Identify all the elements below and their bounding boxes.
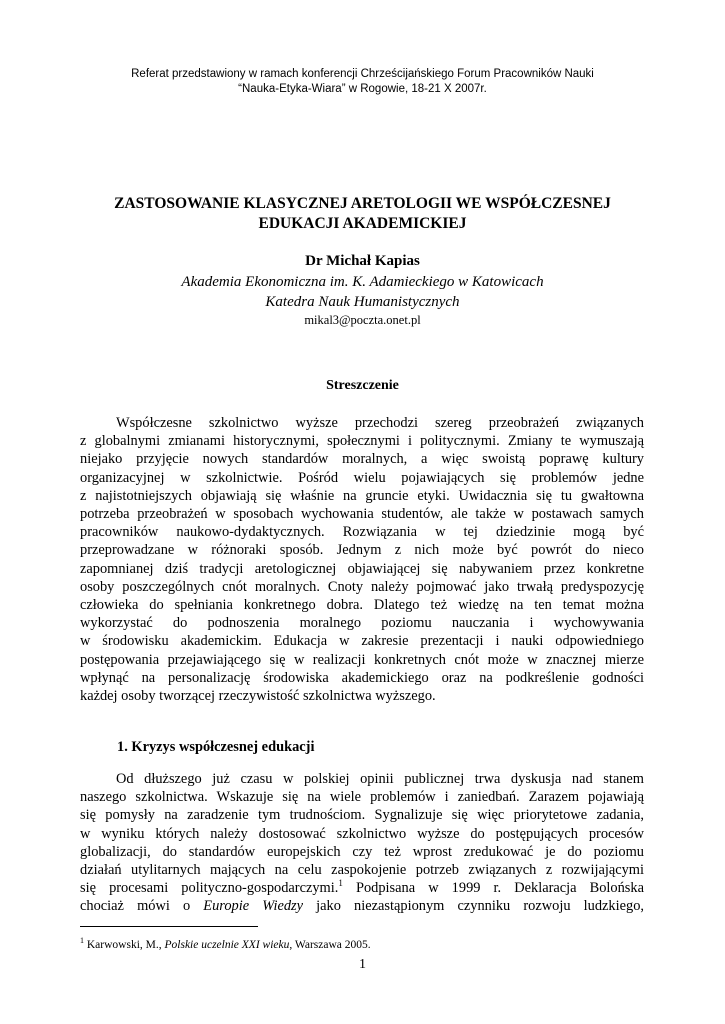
page-number: 1	[359, 957, 366, 972]
abstract-line: potrzeba przeobrażeń w sposobach wychowania studentów, ale także w postawach samych	[80, 506, 644, 523]
abstract-line: postępowania przejawiającego się w realizacji konkretnych cnót może w znacznej mierze	[80, 651, 644, 668]
footnote-divider	[80, 926, 258, 927]
abstract-line: osoby poszczególnych cnót moralnych. Cnoty należy pojmować jako trwałą predyspozycję	[80, 578, 644, 595]
conference-note-line-2: “Nauka-Etyka-Wiara” w Rogowie, 18-21 X 2007r.	[238, 83, 487, 95]
footnote-1	[80, 934, 371, 952]
abstract-line: niejako przyjęcie nowych standardów moralnych, a więc swoistą poprawę kultury	[80, 451, 644, 468]
body-line: działań utylitarnych mających na celu zaspokojenie potrzeb związanych z rozwijającymi	[80, 862, 644, 879]
abstract-line: każdej osoby tworzącej rzeczywistość szkolnictwa wyższego.	[80, 688, 436, 705]
body-line-with-footnote	[80, 879, 644, 897]
conference-note	[80, 67, 645, 97]
body-line: naszego szkolnictwa. Wskazuje się na wiele problemów i zaniedbań. Zarazem pojawiają	[80, 789, 644, 806]
body-text: jako niezastąpionym czynniku rozwoju ludzkiego,	[303, 898, 644, 915]
author-name: Dr Michał Kapias	[305, 253, 420, 269]
abstract-body	[80, 414, 644, 705]
abstract-line: człowieka do spełniania konkretnego dobra. Dlatego też wiedzę na ten temat można	[80, 597, 644, 614]
emphasized-term: Europie Wiedzy	[203, 898, 304, 915]
section-heading-1: 1. Kryzys współczesnej edukacji	[117, 739, 315, 755]
author-affiliation-department: Katedra Nauk Humanistycznych	[265, 294, 460, 310]
body-line-with-emphasis	[80, 897, 644, 915]
paper-title	[70, 194, 655, 234]
footnote-title: Polskie uczelnie XXI wieku	[164, 938, 290, 951]
footnote-reference[interactable]: 1	[338, 878, 343, 889]
abstract-line: przeprowadzane w różnoraki sposób. Jednym z nich może być powrót do nieco	[80, 542, 644, 559]
author-affiliation-university: Akademia Ekonomiczna im. K. Adamieckiego w Katowicach	[181, 274, 544, 290]
abstract-line: wpłynąć na personalizację środowiska akademickiego oraz na podkreślenie godności	[80, 669, 644, 686]
abstract-line: z globalnymi zmianami historycznymi, społecznymi i politycznymi. Zmiany te wymuszają	[80, 433, 644, 450]
footnote-author: Karwowski, M.,	[84, 938, 165, 951]
body-line: się pomysły na zaradzenie tym trudnościom. Sygnalizuje się więc priorytetowe zadania,	[80, 807, 644, 824]
body-text: chociaż mówi o	[80, 898, 204, 915]
author-email: mikal3@poczta.onet.pl	[304, 313, 421, 327]
abstract-line: z najistotniejszych objawiają się właśnie na gruncie etyki. Uwidacznia się tu gwałtowna	[80, 487, 644, 504]
paper-title-line-2: EDUKACJI AKADEMICKIEJ	[258, 215, 467, 232]
abstract-heading: Streszczenie	[326, 378, 399, 393]
abstract-line: zapomnianej dziś tradycji aretologicznej objawiającej się nabywaniem przez konkretne	[80, 560, 644, 577]
section-1-body	[80, 770, 644, 916]
abstract-line: wykorzystać do podnoszenia moralnego poziomu nauczania i wychowywania	[80, 615, 644, 632]
body-line: Od dłuższego już czasu w polskiej opinii publicznej trwa dyskusja nad stanem	[116, 771, 644, 787]
body-text: się procesami polityczno-gospodarczymi.	[80, 880, 339, 897]
paper-title-line-1: ZASTOSOWANIE KLASYCZNEJ ARETOLOGII WE WSPÓŁCZESNEJ	[114, 195, 611, 212]
abstract-line: w środowisku akademickim. Edukacja w zakresie prezentacji i nauki odpowiedniego	[80, 633, 644, 650]
abstract-line: Współczesne szkolnictwo wyższe przechodzi szereg przeobrażeń związanych	[116, 415, 644, 431]
conference-note-line-1: Referat przedstawiony w ramach konferencji Chrześcijańskiego Forum Pracowników Nauki	[131, 68, 594, 80]
footnote-marker: 1	[80, 936, 84, 945]
abstract-line: organizacyjnej w szkolnictwie. Pośród wielu pojawiających się problemów jedne	[80, 469, 644, 486]
body-line: w wyniku których należy dostosować szkolnictwo wyższe do postępujących procesów	[80, 825, 644, 842]
footnote-rest: , Warszawa 2005.	[289, 938, 371, 951]
body-text: Podpisana w 1999 r. Deklaracja Bolońska	[342, 880, 644, 897]
body-line: globalizacji, do standardów europejskich czy też wprost zredukować je do poziomu	[80, 843, 644, 860]
abstract-line: pracowników naukowo-dydaktycznych. Rozwiązania w tej dziedzinie mogą być	[80, 524, 644, 541]
